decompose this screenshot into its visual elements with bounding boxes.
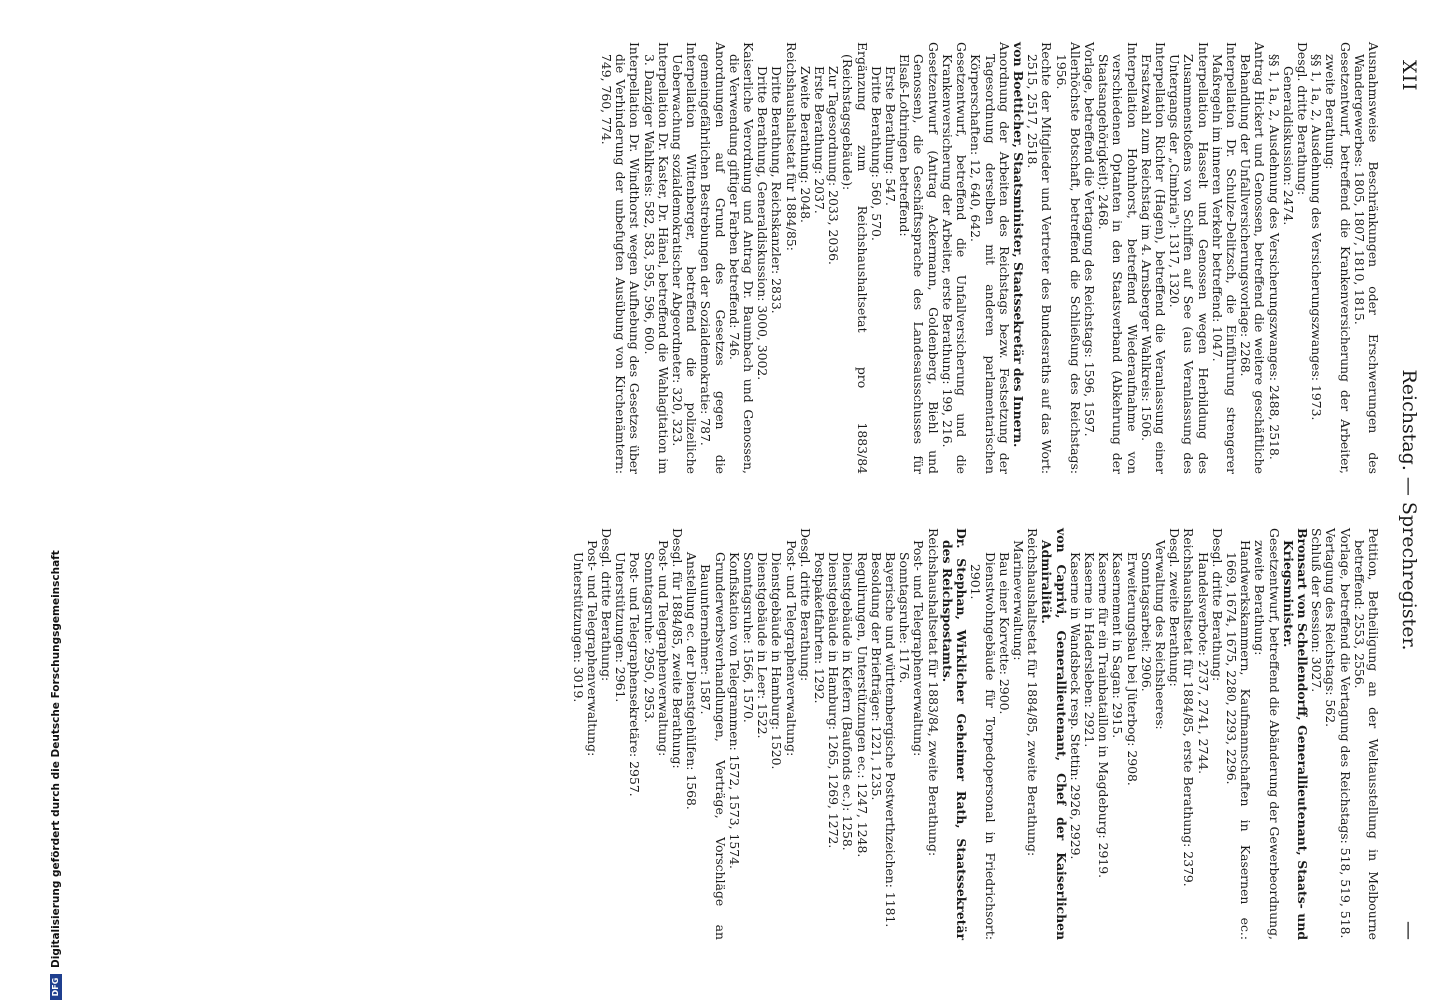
index-entry: Vorlage, betreffend die Vertagung des Reichstags: 518, 519, 518. xyxy=(1337,528,1353,939)
left-column xyxy=(599,42,1380,474)
index-entry: Anstellung ec. der Dienstgehülfen: 1568. xyxy=(684,552,700,810)
index-entry: Interpellation Wittenberger, betreffend die polizeiliche Ueberwachung sozialdemokratischer Abgeordneter: 320, 323. xyxy=(670,42,700,474)
index-entry: Kaiserliche Verordnung und Antrag Dr. Baumbach und Genossen, die Verwendung giftiger Farben betreffend: 746. xyxy=(726,42,757,474)
index-entry: Dritte Berathung: 560, 570. xyxy=(868,66,884,241)
index-entry: Dritte Berathung, Reichskanzler: 2833. xyxy=(769,66,785,314)
index-entry: Interpellation Hohnhorst, betreffend Wiederaufnahme von verschiedenen Optanten in den Staatsverband (Abkehrung der Staatsangehörigkeit): 2468. xyxy=(1096,42,1140,474)
index-entry: Unterstützungen: 3019. xyxy=(570,552,586,703)
index-entry: Generaldiskussion: 2474. xyxy=(1280,66,1296,226)
index-entry: Reichshaushaltsetat für 1883/84, zweite Berathung: xyxy=(925,528,941,857)
index-entry: Sonntagsarbeit: 2906. xyxy=(1138,552,1154,692)
index-entry: Dienstgebäude in Kiefern (Baufonds ec.): 1258. xyxy=(840,552,856,851)
index-entry: Post- und Telegraphensekretäre: 2957. xyxy=(627,552,643,797)
index-entry: Kaserne in Wandsbeck resp. Stettin: 2926, 2929. xyxy=(1067,552,1083,860)
index-entry: Kaserne in Hadersleben: 2921. xyxy=(1081,552,1097,748)
index-entry: Post- und Telegraphenverwaltung: xyxy=(584,540,600,757)
index-entry: Gesetzentwurf (Antrag Ackermann, Goldenberg, Biehl und Genossen), die Geschäftssprache des Landesausschusses für Elsaß-Lothringen betreffend: xyxy=(897,42,941,474)
index-entry: Ausnahmsweise Beschränkungen oder Erschwerungen des Wandergewerbes: 1805, 1807, 1810, 1815. xyxy=(1351,42,1381,474)
index-entry: Interpellation Richter (Hagen), betreffend die Veranlassung einer Ersatzwahl zum Reichstag im 4. Arnsberger Wahlkreis: 1506. xyxy=(1138,42,1168,474)
index-entry: Gesetzentwurf, betreffend die Unfallversicherung und die Krankenversicherung der Arbeiter, erste Berathung: 199, 216. xyxy=(939,42,970,474)
index-entry: Reichshaushaltsetat für 1884/85, zweite Berathung: xyxy=(1025,528,1041,857)
index-entry: Erste Berathung: 2037. xyxy=(812,66,828,214)
index-entry: Vertagung des Reichstags: 562. xyxy=(1323,528,1339,728)
index-entry: Handelsverbote: 2737, 2741, 2744. xyxy=(1195,552,1211,775)
index-entry: Besoldung der Briefträger: 1221, 1235. xyxy=(868,552,884,801)
index-entry: Gesetzentwurf, betreffend die Abänderung der Gewerbeordnung, zweite Berathung: xyxy=(1252,528,1282,940)
page-number: XII xyxy=(1398,60,1420,92)
index-entry: Dienstwohngebäude für Torpedopersonal in Friedrichsort: 2901. xyxy=(968,552,998,940)
index-entry: Post- und Telegraphenverwaltung: xyxy=(911,540,927,757)
index-entry: Reichshaushaltsetat für 1884/85, erste Berathung: 2379. xyxy=(1181,528,1197,887)
index-entry: Interpellation Dr. Windthorst wegen Aufhebung des Gesetzes über die Verhinderung der unbefugten Ausübung von Kirchenämtern: 749, 760, 774. xyxy=(599,42,643,474)
index-entry: §§ 1, 1a, 2, Ausdehnung des Versicherungszwanges: 2488, 2518. xyxy=(1266,54,1282,460)
index-entry: Gesetzentwurf, betreffend die Krankenversicherung der Arbeiter, zweite Berathung: xyxy=(1323,42,1353,474)
index-entry: Unterstützungen: 2961. xyxy=(613,552,629,703)
funding-credit xyxy=(46,46,66,1000)
index-entry: Ergänzung zum Reichshaushaltsetat pro 1883/84 (Reichstagsgebäude): xyxy=(840,42,870,474)
index-entry: Reichshaushaltsetat für 1884/85: xyxy=(783,42,799,251)
index-entry: Allerhöchste Botschaft, betreffend die Schließung des Reichstags: 1956. xyxy=(1053,42,1083,474)
index-entry: Bau einer Korvette: 2900. xyxy=(996,552,1012,715)
index-entry: Interpellation Hasselt und Genossen wegen Herbildung des Zusammenstoßens von Schiffen auf See (aus Veranlassung des Untergangs der „Cimbria"): 1317, 1320. xyxy=(1167,42,1211,474)
index-entry: Erste Berathung: 547. xyxy=(883,66,899,206)
index-entry: Konfiskation von Telegrammen: 1572, 1573, 1574. xyxy=(726,552,742,869)
index-entry: Postpaketfahrten: 1292. xyxy=(812,552,828,704)
index-entry: Dienstgebäude in Hamburg: 1520. xyxy=(769,552,785,770)
index-entry: Vorlage, betreffend die Vertagung des Reichstags: 1596, 1597. xyxy=(1081,42,1097,437)
index-entry: Desgl. dritte Berathung: xyxy=(1209,528,1225,682)
index-entry: Interpellation Dr. Kaster, Dr. Hänel, betreffend die Wahlagitation im 3. Danziger Wahlkreis: 582, 583, 595, 596, 600. xyxy=(641,42,671,474)
page-title: Reichstag. — Sprechregister. xyxy=(1398,369,1420,651)
index-entry: Antrag Hickert und Genossen, betreffend die weitere geschäftliche Behandlung der Unfallversicherungsvorlage: 2268. xyxy=(1238,42,1268,474)
right-column xyxy=(570,528,1380,940)
index-entry: Desgl. dritte Berathung: xyxy=(599,528,615,682)
header-mark: — xyxy=(1398,921,1420,940)
index-entry: Sonntagsruhe: 1566, 1570. xyxy=(741,552,757,723)
index-entry: Interpellation Dr. Schulze-Delitzsch, die Einführung strengerer Maßregeln im inneren Verkehr betreffend: 1047. xyxy=(1209,42,1239,474)
index-entry: Sonntagsruhe: 1176. xyxy=(897,552,913,684)
index-entry: Regulirungen, Unterstützungen ec.: 1247, 1248. xyxy=(854,552,870,858)
index-entry: Schluß der Session: 3027. xyxy=(1309,528,1325,693)
index-entry: Desgl. für 1884/85, zweite Berathung: xyxy=(670,528,686,769)
index-entry: Post- und Telegraphenverwaltung: xyxy=(783,540,799,757)
index-entry: Desgl. dritte Berathung: xyxy=(1294,42,1310,196)
index-entry: Desgl. zweite Berathung: xyxy=(1167,528,1183,687)
speaker-heading: Bronsart von Schellendorff, Generallieutenant, Staats- und Kriegsminister. xyxy=(1280,528,1310,940)
speaker-heading: Dr. Stephan, Wirklicher Geheimer Rath, Staatssekretär des Reichspostamts. xyxy=(939,528,970,940)
index-entry: Sonntagsruhe: 2950, 2953. xyxy=(641,552,657,723)
index-entry: Anordnungen auf Grund des Gesetzes gegen die gemeingefährlichen Bestrebungen der Sozialdemokratie: 787. xyxy=(698,42,728,474)
index-entry: Anordnung der Arbeiten des Reichstags bezw. Festsetzung der Tagesordnung derselben mit anderen parlamentarischen Körperschaften: 12, 640, 642. xyxy=(968,42,1012,474)
index-entry: Kaserne für ein Trainbataillon in Magdeburg: 2919. xyxy=(1096,552,1112,879)
page-header xyxy=(1384,60,1424,960)
dfg-logo-icon: DFG xyxy=(50,974,62,1000)
funding-credit-text: Digitalisierung gefördert durch die Deutsche Forschungsgemeinschaft xyxy=(50,550,62,968)
index-entry: Kasernement in Sagan: 2915. xyxy=(1110,552,1126,739)
index-entry: Marineverwaltung: xyxy=(1010,540,1026,661)
index-entry: Grunderwerbsverhandlungen, Verträge, Vorschläge an Bauunternehmer: 1587. xyxy=(698,552,728,940)
index-entry: Post- und Telegraphenverwaltung: xyxy=(655,540,671,757)
index-entry: Desgl. dritte Berathung: xyxy=(797,528,813,682)
index-entry: Dritte Berathung, Generaldiskussion: 3000, 3002. xyxy=(755,66,771,381)
index-entry: Dienstgebäude in Hamburg: 1265, 1269, 1272. xyxy=(826,552,842,849)
index-entry: Zur Tagesordnung: 2033, 2036. xyxy=(826,66,842,265)
speaker-heading: von Caprivi, Generallieutenant, Chef der Kaiserlichen Admiralität. xyxy=(1039,528,1069,940)
index-entry: Zweite Berathung: 2048. xyxy=(797,66,813,223)
index-entry: Rechte der Mitglieder und Vertreter des Bundesraths auf das Wort: 2515, 2517, 2518. xyxy=(1025,42,1055,474)
speaker-heading: von Boetticher, Staatsminister, Staatssekretär des Innern. xyxy=(1010,42,1026,448)
index-entry: Erweiterungsbau bei Jüterbog: 2908. xyxy=(1124,552,1140,786)
index-entry: Handwerkskammern, Kaufmannschaften in Kasernen ec.: 1669, 1674, 1675, 2280, 2293, 2296. xyxy=(1223,540,1254,940)
index-entry: Petition, Betheiligung an der Weltausstellung in Melbourne betreffend: 2553, 2556. xyxy=(1351,528,1381,940)
index-entry: Verwaltung des Reichsheeres: xyxy=(1152,540,1168,730)
index-entry: Bayerische und württembergische Postwerthzeichen: 1181. xyxy=(883,552,899,928)
index-entry: §§ 1, 1a, 2, Ausdehnung des Versicherungszwanges: 1973. xyxy=(1309,54,1325,421)
index-entry: Dienstgebäude in Leer: 1522. xyxy=(755,552,771,739)
